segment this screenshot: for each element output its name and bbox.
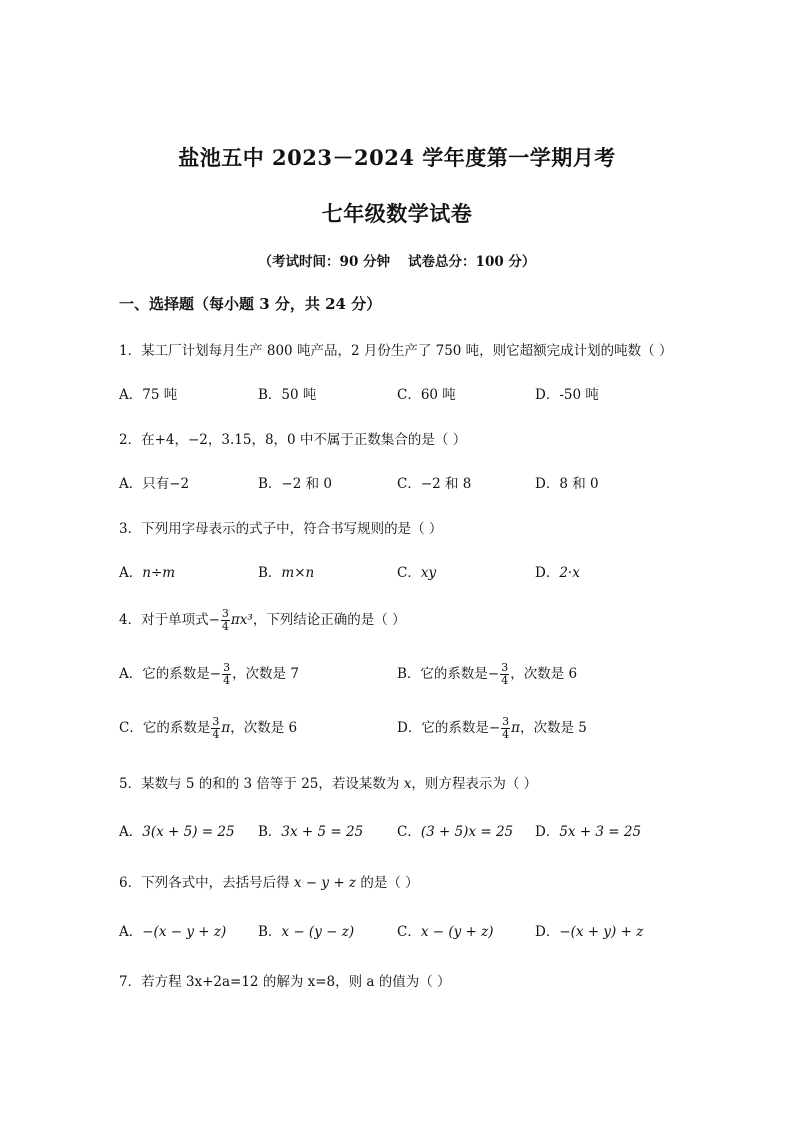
option-label: A． (119, 924, 143, 940)
option-d: D．8 和 0 (535, 476, 599, 492)
fraction (211, 716, 220, 741)
question-text: ，下列结论正确的是（ ） (252, 612, 406, 628)
option-b (397, 662, 577, 687)
question-text: 6．下列各式中，去括号后得 (119, 875, 294, 891)
option-label: A． (119, 565, 143, 581)
option-a (119, 920, 226, 940)
question-1: 1．某工厂计划每月生产 800 吨产品，2 月份生产了 750 吨，则它超额完成计划的吨数（ ） (119, 343, 673, 359)
fraction-denominator: 4 (502, 728, 510, 741)
question-3: 3．下列用字母表示的式子中，符合书写规则的是（ ） (119, 521, 443, 537)
fraction-numerator: 3 (212, 715, 220, 728)
math-expr: 3(x + 5) = 25 (142, 824, 235, 840)
math-expr: xy (420, 565, 437, 581)
exam-title: 盐池五中 2023－2024 学年度第一学期月考 (178, 145, 616, 170)
math-expr: πx³ (230, 612, 253, 628)
options-4-row2 (119, 716, 739, 746)
fraction (222, 662, 231, 687)
math-expr: x − (y − z) (281, 924, 355, 940)
option-b (258, 561, 314, 581)
option-label: C． (397, 565, 421, 581)
fraction-denominator: 4 (212, 728, 220, 741)
option-c: C．60 吨 (397, 387, 456, 403)
option-label: B． (258, 924, 282, 940)
option-b: B．50 吨 (258, 387, 317, 403)
option-label: D． (535, 924, 560, 940)
option-b: B．−2 和 0 (258, 476, 332, 492)
question-2: 2．在+4，−2，3.15，8，0 中不属于正数集合的是（ ） (119, 432, 467, 448)
option-d (397, 716, 587, 741)
fraction-denominator: 4 (501, 674, 509, 687)
option-label: B． (258, 824, 282, 840)
option-c (397, 920, 494, 940)
section-title: 一、选择题（每小题 3 分，共 24 分） (119, 295, 382, 313)
option-a (119, 561, 175, 581)
options-4-row1 (119, 662, 739, 692)
option-text: ，次数是 7 (232, 666, 299, 682)
exam-time: （考试时间：90 分钟 (258, 254, 391, 270)
math-expr: x − (y + z) (420, 924, 494, 940)
total-score: 试卷总分：100 分） (408, 254, 536, 270)
math-var: x (403, 776, 412, 792)
option-b (258, 820, 363, 840)
option-d (535, 561, 580, 581)
option-label: C．它的系数是 (119, 720, 211, 736)
option-label: C． (397, 824, 421, 840)
question-5 (119, 772, 537, 792)
options-1 (119, 383, 739, 407)
option-c (119, 716, 297, 741)
math-expr: x − y + z (293, 875, 357, 891)
exam-info (0, 250, 794, 270)
options-5 (119, 820, 739, 844)
question-6 (119, 871, 419, 891)
option-d (535, 920, 643, 940)
fraction-numerator: 3 (502, 715, 510, 728)
math-expr: −(x + y) + z (559, 924, 644, 940)
math-expr: 5x + 3 = 25 (559, 824, 642, 840)
option-c (397, 820, 513, 840)
option-label: D． (535, 565, 560, 581)
option-label: D． (535, 824, 560, 840)
fraction-numerator: 3 (223, 661, 231, 674)
question-text: 的是（ ） (356, 875, 419, 891)
fraction (221, 608, 230, 633)
option-label: B．它的系数是− (397, 666, 500, 682)
math-expr: π (221, 720, 231, 736)
math-expr: 2·x (559, 565, 580, 581)
math-expr: n÷m (142, 565, 176, 581)
question-4 (119, 608, 406, 633)
question-7: 7．若方程 3x+2a=12 的解为 x=8，则 a 的值为（ ） (119, 974, 451, 990)
question-text: 4．对于单项式− (119, 612, 220, 628)
option-d: D．-50 吨 (535, 387, 599, 403)
fraction-numerator: 3 (221, 607, 229, 620)
option-a (119, 820, 235, 840)
option-c (397, 561, 436, 581)
option-d (535, 820, 641, 840)
fraction (500, 662, 509, 687)
option-a: A．只有−2 (119, 476, 190, 492)
question-text: ，则方程表示为（ ） (411, 776, 538, 792)
options-2 (119, 472, 739, 496)
option-label: B． (258, 565, 282, 581)
fraction-denominator: 4 (221, 620, 229, 633)
option-text: ，次数是 5 (520, 720, 587, 736)
exam-subtitle: 七年级数学试卷 (321, 201, 473, 226)
fraction-numerator: 3 (501, 661, 509, 674)
math-expr: −(x − y + z) (142, 924, 227, 940)
option-label: A．它的系数是− (119, 666, 222, 682)
option-label: C． (397, 924, 421, 940)
math-expr: 3x + 5 = 25 (281, 824, 364, 840)
option-a: A．75 吨 (119, 387, 178, 403)
math-expr: m×n (281, 565, 315, 581)
option-b (258, 920, 354, 940)
fraction-denominator: 4 (223, 674, 231, 687)
option-text: ，次数是 6 (510, 666, 578, 682)
option-c: C．−2 和 8 (397, 476, 472, 492)
option-label: A． (119, 824, 143, 840)
math-expr: π (511, 720, 521, 736)
options-3 (119, 561, 739, 585)
option-label: D．它的系数是− (397, 720, 501, 736)
question-text: 5．某数与 5 的和的 3 倍等于 25，若设某数为 (119, 776, 404, 792)
option-text: ，次数是 6 (230, 720, 298, 736)
math-expr: (3 + 5)x = 25 (420, 824, 514, 840)
option-a (119, 662, 299, 687)
options-6 (119, 920, 739, 944)
fraction (501, 716, 510, 741)
